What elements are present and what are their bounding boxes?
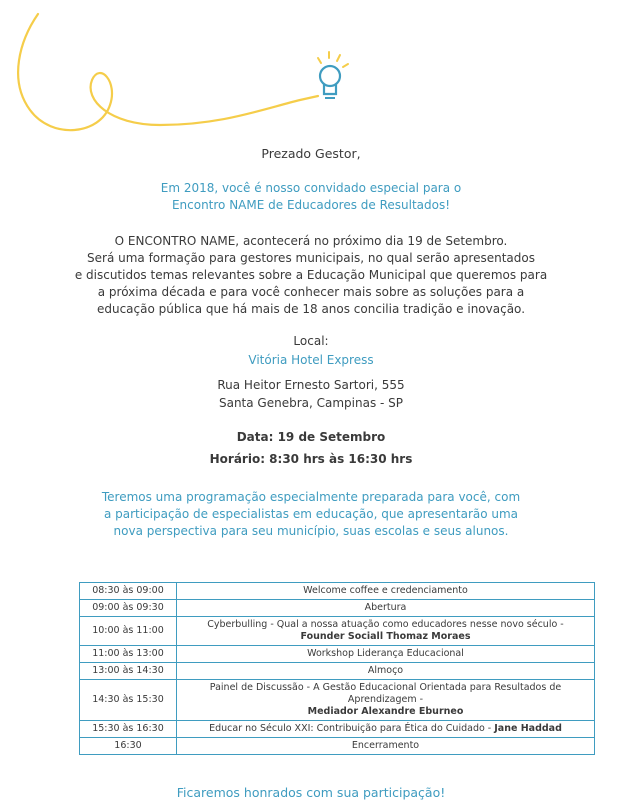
schedule-time: 16:30 <box>80 738 177 755</box>
schedule-time: 08:30 às 09:00 <box>80 583 177 600</box>
schedule-speaker: Founder Sociall Thomaz Moraes <box>300 631 471 642</box>
description-line: a próxima década e para você conhecer mais sobre as soluções para a <box>97 285 525 299</box>
invitation-text <box>0 180 622 214</box>
hotel-name: Vitória Hotel Express <box>248 353 374 367</box>
location-label: Local: <box>293 334 329 348</box>
description-line: Será uma formação para gestores municipais, no qual serão apresentados <box>87 251 535 265</box>
schedule-table <box>79 582 595 755</box>
schedule-time: 13:00 às 14:30 <box>80 663 177 680</box>
event-date: Data: 19 de Setembro <box>236 430 386 444</box>
table-row <box>80 583 595 600</box>
schedule-time: 11:00 às 13:00 <box>80 646 177 663</box>
address <box>0 376 622 412</box>
promo-line: nova perspectiva para seu município, suas escolas e seus alunos. <box>113 524 509 538</box>
schedule-speaker: Jane Haddad <box>494 723 562 734</box>
schedule-speaker: Mediador Alexandre Eburneo <box>307 706 464 717</box>
lightbulb-icon <box>318 52 348 98</box>
table-row <box>80 663 595 680</box>
schedule-activity: Cyberbulling - Qual a nossa atuação como educadores nesse novo século - <box>207 619 564 630</box>
schedule-activity-cell <box>177 721 595 738</box>
decorative-swirl <box>0 0 622 150</box>
description-line: e discutidos temas relevantes sobre a Educação Municipal que queremos para <box>74 268 548 282</box>
schedule-time: 15:30 às 16:30 <box>80 721 177 738</box>
description-line: educação pública que há mais de 18 anos concilia tradição e inovação. <box>96 302 526 316</box>
table-row <box>80 738 595 755</box>
schedule-time: 14:30 às 15:30 <box>80 680 177 721</box>
closing-message: Ficaremos honrados com sua participação! <box>176 785 446 800</box>
schedule-activity: Almoço <box>177 663 595 680</box>
table-row <box>80 600 595 617</box>
schedule-activity: Workshop Liderança Educacional <box>177 646 595 663</box>
event-time: Horário: 8:30 hrs às 16:30 hrs <box>209 452 413 466</box>
schedule-time: 09:00 às 09:30 <box>80 600 177 617</box>
table-row <box>80 680 595 721</box>
invitation-line: Em 2018, você é nosso convidado especial para o <box>160 181 462 195</box>
event-description <box>0 233 622 318</box>
invitation-line: Encontro NAME de Educadores de Resultados! <box>171 198 451 212</box>
schedule-activity: Encerramento <box>177 738 595 755</box>
table-row <box>80 721 595 738</box>
schedule-activity: Educar no Século XXI: Contribuição para Ética do Cuidado - <box>209 723 492 734</box>
schedule-activity: Painel de Discussão - A Gestão Educacional Orientada para Resultados de Aprendizagem - <box>209 682 562 705</box>
promo-line: a participação de especialistas em educação, que apresentarão uma <box>103 507 519 521</box>
address-city: Santa Genebra, Campinas - SP <box>218 396 404 410</box>
schedule-activity-cell <box>177 617 595 646</box>
description-line: O ENCONTRO NAME, acontecerá no próximo dia 19 de Setembro. <box>114 234 508 248</box>
promo-text <box>0 489 622 540</box>
schedule-activity: Welcome coffee e credenciamento <box>177 583 595 600</box>
schedule-activity: Abertura <box>177 600 595 617</box>
greeting: Prezado Gestor, <box>261 146 361 161</box>
table-row <box>80 646 595 663</box>
promo-line: Teremos uma programação especialmente preparada para você, com <box>101 490 521 504</box>
schedule-time: 10:00 às 11:00 <box>80 617 177 646</box>
schedule-activity-cell <box>177 680 595 721</box>
table-row <box>80 617 595 646</box>
address-street: Rua Heitor Ernesto Sartori, 555 <box>217 378 405 392</box>
